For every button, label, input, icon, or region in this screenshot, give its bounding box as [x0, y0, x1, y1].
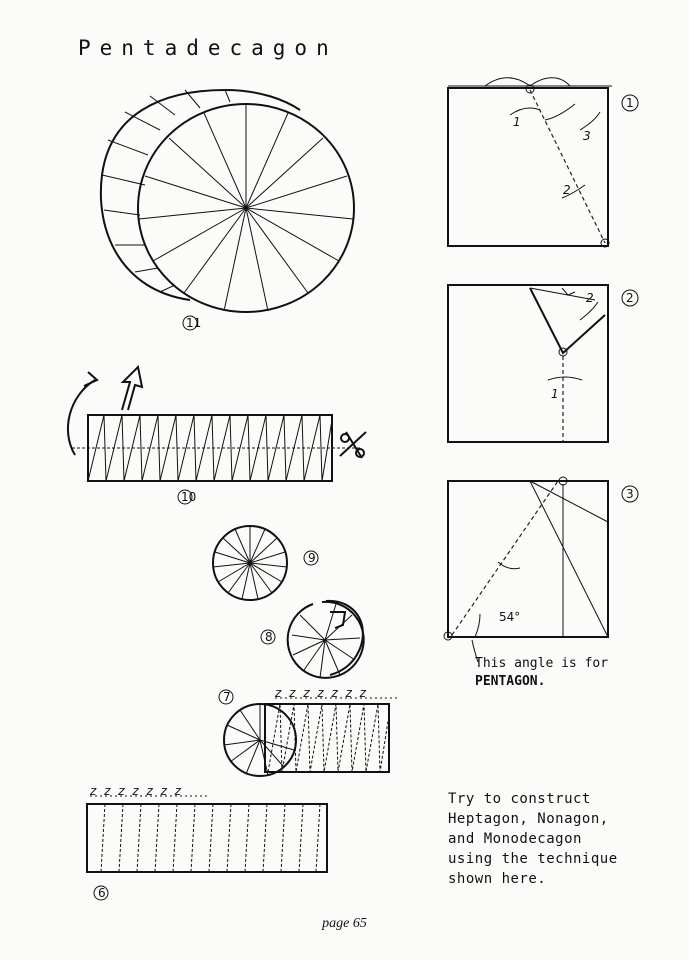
note-line2: PENTAGON. — [475, 674, 546, 689]
step9-figure — [213, 526, 318, 600]
svg-text:9: 9 — [308, 551, 316, 565]
step11-figure — [101, 90, 354, 330]
step1-figure — [448, 78, 638, 247]
challenge-line: Try to construct — [448, 791, 591, 807]
angle-note — [475, 655, 608, 691]
step3-figure — [444, 477, 638, 662]
svg-text:1: 1 — [513, 115, 521, 129]
svg-text:11: 11 — [186, 316, 202, 330]
svg-text:2: 2 — [626, 291, 634, 305]
svg-text:z z z z z z z: z z z z z z z — [90, 784, 183, 798]
step10-figure — [68, 367, 366, 504]
challenge-line: shown here. — [448, 871, 547, 887]
page-number: page 65 — [322, 916, 367, 931]
page-title: Pentadecagon — [78, 36, 338, 60]
svg-text:1: 1 — [626, 96, 634, 110]
angle-label: 54° — [499, 610, 521, 624]
challenge-text — [448, 789, 618, 889]
step8-figure — [261, 601, 364, 678]
svg-text:10: 10 — [181, 490, 197, 504]
svg-text:6: 6 — [98, 886, 106, 900]
svg-text:3: 3 — [626, 487, 634, 501]
step2-figure — [448, 285, 638, 442]
svg-text:7: 7 — [223, 690, 231, 704]
svg-text:8: 8 — [265, 630, 273, 644]
step6-figure — [87, 784, 327, 900]
svg-text:z z z z z z z: z z z z z z z — [275, 686, 368, 700]
svg-text:1: 1 — [551, 387, 559, 401]
svg-text:2: 2 — [586, 291, 594, 305]
challenge-line: using the technique — [448, 851, 618, 867]
svg-text:2: 2 — [563, 183, 571, 197]
step7-figure — [219, 686, 400, 776]
challenge-line: and Monodecagon — [448, 831, 582, 847]
challenge-line: Heptagon, Nonagon, — [448, 811, 609, 827]
svg-text:3: 3 — [583, 129, 591, 143]
note-line1: This angle is for — [475, 656, 609, 671]
